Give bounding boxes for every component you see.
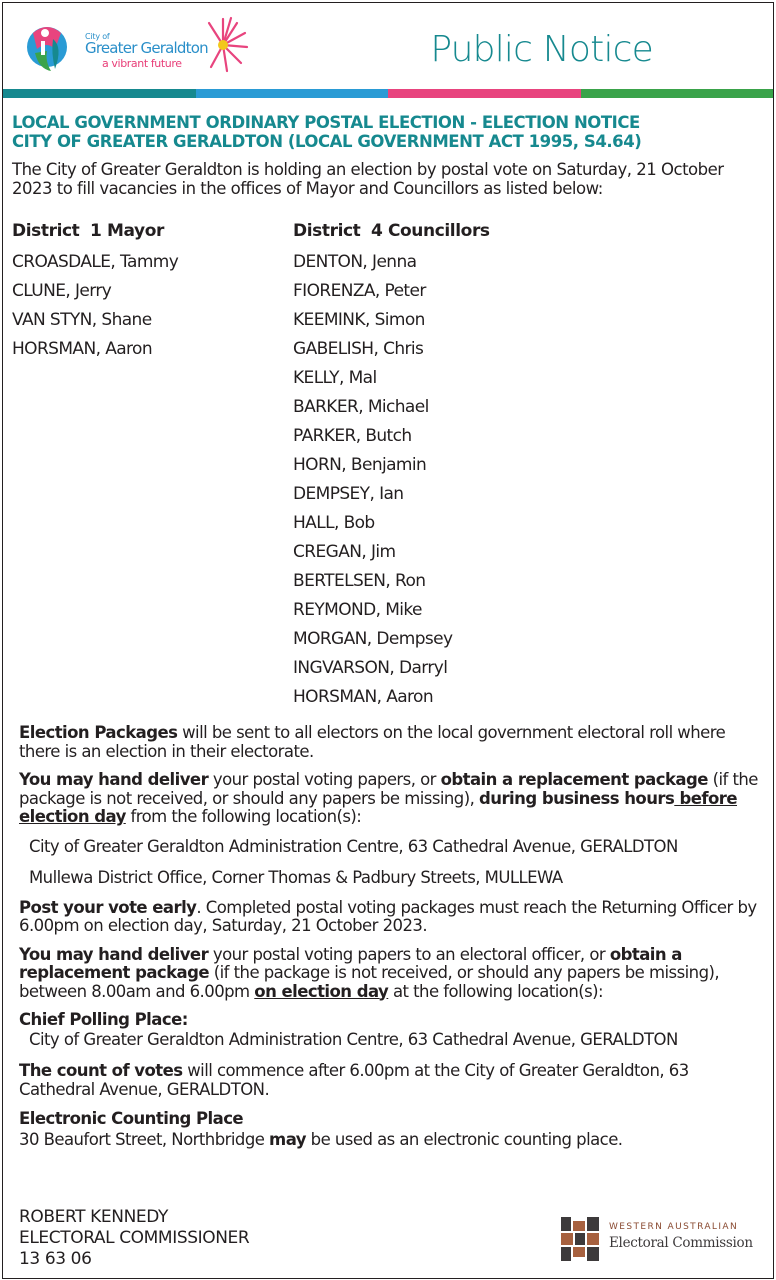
paragraph-text: will be sent to all electors on the local government electoral roll where there is an election in their electorate. bbox=[19, 723, 726, 761]
hand-deliver-on-day-paragraph bbox=[19, 946, 759, 1002]
councillor-column bbox=[293, 219, 753, 712]
candidate-name: CLUNE, Jerry bbox=[12, 281, 112, 301]
candidate-name: GABELISH, Chris bbox=[293, 339, 424, 359]
notice-title-line-2: CITY OF GREATER GERALDTON (LOCAL GOVERNMENT ACT 1995, S4.64) bbox=[12, 132, 642, 151]
emphasis: You may hand deliver bbox=[19, 944, 209, 964]
electronic-counting-text bbox=[19, 1130, 759, 1150]
page-title: Public Notice bbox=[430, 29, 653, 70]
candidate-name: HALL, Bob bbox=[293, 513, 375, 533]
candidate-name: DENTON, Jenna bbox=[293, 252, 417, 272]
underlined-emphasis: on election day bbox=[254, 981, 389, 1001]
chief-polling-place-heading: Chief Polling Place: bbox=[19, 1010, 188, 1029]
stripe-segment bbox=[3, 89, 196, 98]
hand-deliver-before-paragraph bbox=[19, 771, 759, 827]
election-packages-paragraph bbox=[19, 724, 759, 761]
paragraph-text: at the following location(s): bbox=[388, 981, 604, 1001]
candidate-name: MORGAN, Dempsey bbox=[293, 629, 453, 649]
commissioner-title: ELECTORAL COMMISSIONER bbox=[19, 1228, 250, 1248]
notice-intro: The City of Greater Geraldton is holding an election by postal vote on Saturday, 21 October 2023 to fill vacancies in the offices of Mayor and Councillors as listed below: bbox=[12, 160, 724, 198]
candidate-name: CREGAN, Jim bbox=[293, 542, 396, 562]
candidate-name: BERTELSEN, Ron bbox=[293, 571, 426, 591]
candidate-name: PARKER, Butch bbox=[293, 426, 412, 446]
emphasis: You may hand deliver bbox=[19, 770, 209, 789]
candidate-name: BARKER, Michael bbox=[293, 397, 429, 417]
electronic-counting-heading: Electronic Counting Place bbox=[19, 1109, 244, 1128]
candidate-name: KELLY, Mal bbox=[293, 368, 377, 388]
emphasis: obtain a replacement package bbox=[440, 770, 708, 789]
emphasis: Post your vote early bbox=[19, 897, 197, 917]
district-label: District bbox=[12, 221, 80, 241]
logo-tagline: a vibrant future bbox=[102, 57, 182, 70]
mayor-candidate-list bbox=[12, 248, 282, 364]
count-of-votes-paragraph bbox=[19, 1062, 759, 1099]
colour-stripe bbox=[3, 89, 773, 98]
chief-polling-place-location: City of Greater Geraldton Administration Centre, 63 Cathedral Avenue, GERALDTON bbox=[29, 1030, 678, 1049]
emphasis: obtain a replacement package bbox=[19, 944, 682, 982]
waec-emblem-icon bbox=[559, 1215, 603, 1265]
candidate-name: HORSMAN, Aaron bbox=[12, 339, 153, 359]
contact-phone: 13 63 06 bbox=[19, 1249, 92, 1269]
councillor-candidate-list bbox=[293, 248, 753, 712]
candidate-name: CROASDALE, Tammy bbox=[12, 252, 179, 272]
candidate-name: KEEMINK, Simon bbox=[293, 310, 425, 330]
location-administration-centre: City of Greater Geraldton Administration Centre, 63 Cathedral Avenue, GERALDTON bbox=[29, 836, 678, 856]
paragraph-text: from the following location(s): bbox=[125, 807, 362, 826]
stripe-segment bbox=[196, 89, 389, 98]
logo-city-of: City of bbox=[85, 32, 110, 41]
waec-line-1: WESTERN AUSTRALIAN bbox=[609, 1222, 739, 1232]
candidate-name: INGVARSON, Darryl bbox=[293, 658, 448, 678]
paragraph-text: 30 Beaufort Street, Northbridge bbox=[19, 1130, 270, 1149]
city-logo bbox=[25, 19, 255, 85]
signature-block bbox=[19, 1207, 249, 1270]
logo-city-name: Greater Geraldton bbox=[85, 39, 208, 57]
vacancy-count: 1 Mayor bbox=[90, 221, 164, 241]
district-label: District bbox=[293, 221, 361, 241]
waec-logo bbox=[559, 1215, 759, 1265]
councillor-column-heading bbox=[293, 219, 753, 244]
paragraph-text: . Completed postal voting packages must reach the Returning Officer by 6.00pm on election day, Saturday, 21 October 2023. bbox=[19, 897, 757, 935]
paragraph-text: your postal voting papers, or bbox=[208, 770, 441, 789]
notice-title-line-1: LOCAL GOVERNMENT ORDINARY POSTAL ELECTION - ELECTION NOTICE bbox=[12, 113, 640, 132]
mayor-column bbox=[12, 219, 282, 364]
notice-title bbox=[12, 113, 767, 151]
header bbox=[3, 3, 773, 91]
public-notice-frame bbox=[2, 2, 774, 1279]
commissioner-name: ROBERT KENNEDY bbox=[19, 1207, 168, 1227]
underlined-emphasis: before election day bbox=[19, 788, 738, 826]
candidate-name: FIORENZA, Peter bbox=[293, 281, 426, 301]
paragraph-text: will commence after 6.00pm at the City of Greater Geraldton, 63 Cathedral Avenue, GERALDTON. bbox=[19, 1061, 689, 1099]
candidate-name: REYMOND, Mike bbox=[293, 600, 422, 620]
candidate-name: HORSMAN, Aaron bbox=[293, 687, 434, 707]
stripe-segment bbox=[581, 89, 774, 98]
mayor-column-heading bbox=[12, 219, 282, 244]
notice-body bbox=[19, 724, 759, 1150]
vacancy-count: 4 Councillors bbox=[371, 221, 490, 241]
paragraph-text: (if the package is not received, or should any papers be missing), between 8.00am and 6.00pm bbox=[19, 963, 720, 1001]
stripe-segment bbox=[388, 89, 581, 98]
waec-line-2: Electoral Commission bbox=[609, 1235, 753, 1251]
emphasis: may bbox=[269, 1130, 306, 1149]
emphasis: The count of votes bbox=[19, 1061, 183, 1080]
location-mullewa-office: Mullewa District Office, Corner Thomas & Padbury Streets, MULLEWA bbox=[29, 867, 563, 887]
candidate-name: VAN STYN, Shane bbox=[12, 310, 152, 330]
emphasis: Election Packages bbox=[19, 723, 178, 742]
post-early-paragraph bbox=[19, 899, 759, 936]
city-logo-mark-icon bbox=[25, 19, 85, 85]
paragraph-text: your postal voting papers to an electoral officer, or bbox=[208, 944, 610, 964]
candidate-name: DEMPSEY, Ian bbox=[293, 484, 404, 504]
paragraph-text: be used as an electronic counting place. bbox=[305, 1130, 623, 1149]
emphasis: during business hours bbox=[479, 788, 675, 808]
candidate-name: HORN, Benjamin bbox=[293, 455, 427, 475]
paragraph-text: (if the package is not received, or should any papers be missing), bbox=[19, 770, 758, 808]
